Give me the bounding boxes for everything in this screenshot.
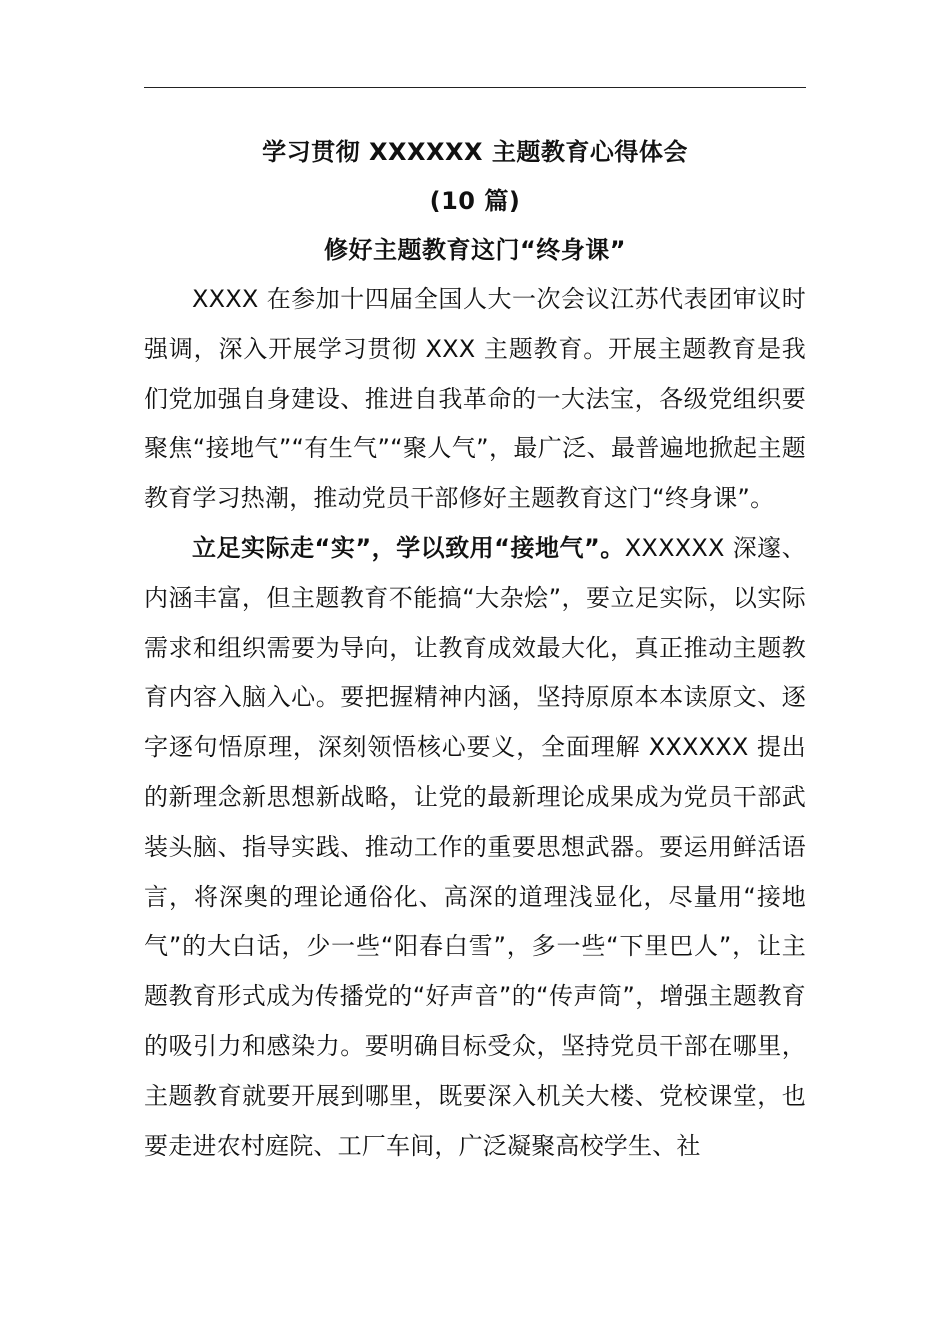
- article-title: 修好主题教育这门“终身课”: [323, 236, 627, 264]
- document-body: [144, 128, 806, 1171]
- document-subtitle: (10 篇): [429, 187, 521, 215]
- document-title: 学习贯彻 XXXXXX 主题教育心得体会: [262, 138, 688, 166]
- paragraph-2-lead: 立足实际走“实”，学以致用“接地气”。: [192, 533, 625, 562]
- paragraph-1-text: XXXX 在参加十四届全国人大一次会议江苏代表团审议时强调，深入开展学习贯彻 XXX 主题教育。开展主题教育是我们党加强自身建设、推进自我革命的一大法宝，各级党组织要聚焦“接地气”“有生气”“聚人气”，最广泛、最普遍地掀起主题教育学习热潮，推动党员干部修好主题教育这门“终身课”。: [144, 285, 806, 513]
- paragraph-1: [144, 275, 806, 524]
- header-rule: [144, 87, 806, 88]
- paragraph-2: [144, 524, 806, 1171]
- paragraph-2-text: XXXXXX 深邃、内涵丰富，但主题教育不能搞“大杂烩”，要立足实际，以实际需求和组织需要为导向，让教育成效最大化，真正推动主题教育内容入脑入心。要把握精神内涵，坚持原原本本读原文、逐字逐句悟原理，深刻领悟核心要义，全面理解 XXXXXX 提出的新理念新思想新战略，让党的最新理论成果成为党员干部武装头脑、指导实践、推动工作的重要思想武器。要运用鲜活语言，将深奥的理论通俗化、高深的道理浅显化，尽量用“接地气”的大白话，少一些“阳春白雪”，多一些“下里巴人”，让主题教育形式成为传播党的“好声音”的“传声筒”，增强主题教育的吸引力和感染力。要明确目标受众，坚持党员干部在哪里，主题教育就要开展到哪里，既要深入机关大楼、党校课堂，也要走进农村庭院、工厂车间，广泛凝聚高校学生、社: [144, 533, 806, 1160]
